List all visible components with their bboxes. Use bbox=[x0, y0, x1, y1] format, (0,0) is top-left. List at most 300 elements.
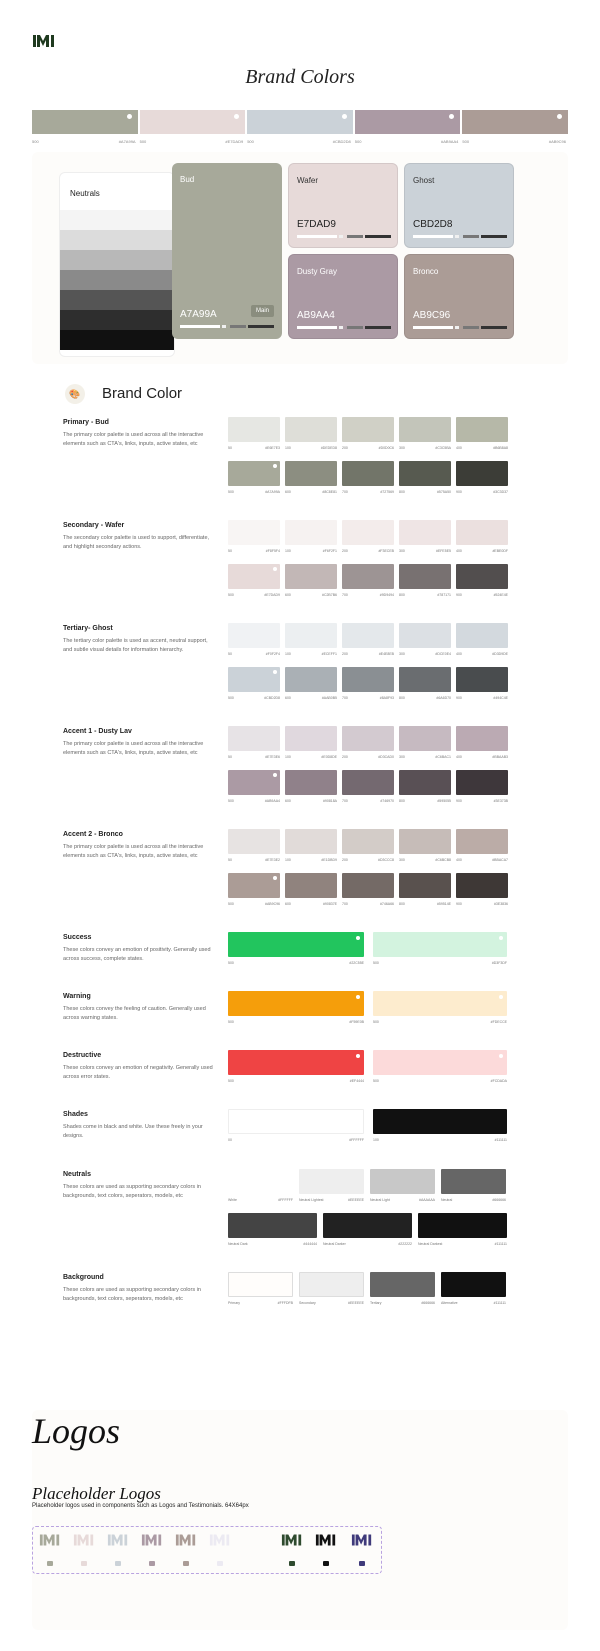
color-swatch[interactable] bbox=[342, 623, 394, 648]
color-swatch[interactable] bbox=[399, 829, 451, 854]
swatch-step: 50 bbox=[228, 652, 232, 656]
card-shade-bar bbox=[180, 325, 220, 328]
color-swatch[interactable] bbox=[456, 667, 508, 692]
swatch-label bbox=[399, 696, 451, 700]
neutral-stripe bbox=[60, 310, 175, 330]
top-swatch-label bbox=[355, 139, 461, 144]
swatch-hex: #A7A99A bbox=[118, 139, 136, 144]
placeholder-logo-icon bbox=[281, 1533, 303, 1547]
neutral-stripe bbox=[60, 250, 175, 270]
color-swatch[interactable] bbox=[228, 564, 280, 589]
swatch-label bbox=[399, 593, 451, 597]
swatch-label bbox=[441, 1301, 506, 1305]
swatch-name: Neutral Lightest bbox=[299, 1198, 324, 1202]
swatch-label bbox=[441, 1198, 506, 1202]
swatch-label bbox=[228, 1138, 364, 1142]
swatch-label bbox=[299, 1198, 364, 1202]
swatch-hex: #CBD2D8 bbox=[264, 696, 280, 700]
swatch-label bbox=[342, 799, 394, 803]
swatch-hex: #666666 bbox=[421, 1301, 435, 1305]
neutral-stripe bbox=[60, 330, 175, 350]
swatch-step: 300 bbox=[399, 755, 405, 759]
swatch-dot bbox=[127, 114, 132, 119]
color-swatch[interactable] bbox=[342, 770, 394, 795]
neutrals-desc: These colors are used as supporting secondary colors in backgrounds, text colors, seperators, models, etc bbox=[63, 1184, 201, 1199]
swatch-dot bbox=[234, 114, 239, 119]
swatch-hex: #C3C5BA bbox=[435, 446, 451, 450]
card-shade-bar bbox=[248, 325, 274, 328]
color-swatch[interactable] bbox=[456, 829, 508, 854]
swatch-label bbox=[373, 1079, 507, 1083]
swatch-dot bbox=[273, 567, 277, 571]
swatch-label bbox=[285, 696, 337, 700]
swatch-step: 600 bbox=[285, 490, 291, 494]
swatch-hex: #111111 bbox=[494, 1242, 507, 1246]
neutral-stripe bbox=[60, 230, 175, 250]
logo-color-dot bbox=[289, 1561, 295, 1566]
swatch-label bbox=[228, 446, 280, 450]
top-swatch[interactable] bbox=[247, 110, 353, 134]
color-swatch[interactable] bbox=[456, 564, 508, 589]
swatch-step: 50 bbox=[228, 858, 232, 862]
color-swatch[interactable] bbox=[399, 461, 451, 486]
swatch-step: 700 bbox=[342, 593, 348, 597]
swatch-name: Neutral Light bbox=[370, 1198, 390, 1202]
color-swatch[interactable] bbox=[399, 873, 451, 898]
color-swatch[interactable] bbox=[399, 726, 451, 751]
swatch-hex: #F6F2F1 bbox=[322, 549, 337, 553]
swatch-hex: #AB9C96 bbox=[265, 902, 280, 906]
card-shade-bar bbox=[222, 325, 226, 328]
brand-logo-icon bbox=[32, 34, 56, 48]
status-swatch[interactable] bbox=[228, 991, 364, 1016]
swatch-name: Neutral Darker bbox=[323, 1242, 346, 1246]
color-swatch[interactable] bbox=[342, 520, 394, 545]
swatch-label bbox=[228, 490, 280, 494]
card-shade-bar bbox=[455, 326, 459, 329]
color-swatch[interactable] bbox=[285, 520, 337, 545]
placeholder-logos-title: Placeholder Logos bbox=[32, 1484, 161, 1503]
neutral-swatch[interactable] bbox=[370, 1169, 435, 1194]
swatch-step: 400 bbox=[456, 755, 462, 759]
dusty-card-hex: AB9AA4 bbox=[297, 310, 335, 321]
status-desc: These colors convey an emotion of negativity. Generally used across error states. bbox=[63, 1065, 213, 1080]
color-swatch[interactable] bbox=[342, 564, 394, 589]
swatch-hex: #AB9AA4 bbox=[264, 799, 280, 803]
swatch-label bbox=[342, 593, 394, 597]
bronco-card-hex: AB9C96 bbox=[413, 310, 451, 321]
swatch-hex: #ECEFF1 bbox=[321, 652, 337, 656]
color-swatch[interactable] bbox=[399, 623, 451, 648]
swatch-dot bbox=[273, 876, 277, 880]
top-swatch[interactable] bbox=[140, 110, 246, 134]
status-swatch[interactable] bbox=[228, 932, 364, 957]
swatch-step: 600 bbox=[285, 902, 291, 906]
swatch-hex: #575A50 bbox=[436, 490, 451, 494]
swatch-hex: #90818A bbox=[322, 799, 337, 803]
ghost-card-name: Ghost bbox=[413, 176, 435, 185]
swatch-step: 600 bbox=[285, 593, 291, 597]
swatch-label bbox=[373, 961, 507, 965]
swatch-dot bbox=[342, 114, 347, 119]
palette-desc: The secondary color palette is used to support, differentiate, and highlight secondary actions. bbox=[63, 535, 210, 550]
swatch-step: 900 bbox=[456, 593, 462, 597]
status-swatch[interactable] bbox=[373, 991, 507, 1016]
color-swatch[interactable] bbox=[228, 770, 280, 795]
swatch-dot bbox=[273, 670, 277, 674]
color-swatch[interactable] bbox=[399, 667, 451, 692]
color-swatch[interactable] bbox=[228, 417, 280, 442]
swatch-hex: #3E373B bbox=[493, 799, 508, 803]
swatch-label bbox=[285, 902, 337, 906]
swatch-step: 900 bbox=[456, 696, 462, 700]
swatch-step: 200 bbox=[342, 549, 348, 553]
swatch-label bbox=[399, 549, 451, 553]
swatch-label bbox=[456, 799, 508, 803]
swatch-label bbox=[228, 1301, 293, 1305]
swatch-step: 200 bbox=[342, 652, 348, 656]
top-swatch-labels bbox=[32, 139, 568, 144]
swatch-hex: #D3F3DF bbox=[491, 961, 507, 965]
color-swatch[interactable] bbox=[285, 873, 337, 898]
color-swatch[interactable] bbox=[228, 726, 280, 751]
color-swatch[interactable] bbox=[285, 770, 337, 795]
swatch-label bbox=[342, 446, 394, 450]
swatch-hex: #BBAAB3 bbox=[492, 755, 508, 759]
swatch-hex: #AAAAAA bbox=[419, 1198, 435, 1202]
card-shade-bar bbox=[463, 235, 479, 238]
swatch-label bbox=[228, 549, 280, 553]
card-shade-bar bbox=[339, 326, 343, 329]
card-shade-bar bbox=[347, 326, 363, 329]
swatch-step: 900 bbox=[456, 799, 462, 803]
top-swatch[interactable] bbox=[355, 110, 461, 134]
swatch-step: 300 bbox=[399, 446, 405, 450]
neutral-swatch[interactable] bbox=[441, 1169, 506, 1194]
palette-title: Accent 2 - Bronco bbox=[63, 831, 123, 838]
swatch-hex: #E4E8EB bbox=[378, 652, 394, 656]
swatch-step: 800 bbox=[399, 696, 405, 700]
swatch-hex: #CBD2D8 bbox=[332, 139, 351, 144]
swatch-hex: #F8F5F4 bbox=[265, 549, 280, 553]
status-swatch[interactable] bbox=[373, 1109, 507, 1134]
swatch-label bbox=[373, 1138, 507, 1142]
swatch-hex: #3E3836 bbox=[493, 902, 508, 906]
dusty-gray-card[interactable] bbox=[288, 254, 398, 339]
swatch-label bbox=[228, 961, 364, 965]
swatch-label bbox=[228, 1198, 293, 1202]
swatch-step: 800 bbox=[399, 902, 405, 906]
bronco-card[interactable] bbox=[404, 254, 514, 339]
swatch-hex: #EEEEEE bbox=[348, 1198, 364, 1202]
swatch-step: 500 bbox=[228, 593, 234, 597]
swatch-step: 500 bbox=[228, 1020, 234, 1024]
swatch-hex: #746A66 bbox=[379, 902, 394, 906]
top-swatch[interactable] bbox=[462, 110, 568, 134]
placeholder-logo-icon bbox=[107, 1533, 129, 1547]
color-swatch[interactable] bbox=[228, 667, 280, 692]
top-swatch-label bbox=[462, 139, 568, 144]
swatch-hex: #524E4E bbox=[493, 593, 508, 597]
swatch-hex: #AAB0B5 bbox=[321, 696, 337, 700]
swatch-step: 500 bbox=[32, 139, 39, 144]
swatch-label bbox=[399, 755, 451, 759]
swatch-name: Secondary bbox=[299, 1301, 316, 1305]
swatch-label bbox=[285, 446, 337, 450]
bud-card-hex: A7A99A bbox=[180, 309, 217, 320]
swatch-label bbox=[342, 652, 394, 656]
color-swatch[interactable] bbox=[285, 461, 337, 486]
color-swatch[interactable] bbox=[285, 417, 337, 442]
swatch-step: 500 bbox=[139, 139, 147, 144]
neutral-swatch[interactable] bbox=[228, 1169, 293, 1194]
swatch-hex: #D3CAD0 bbox=[378, 755, 394, 759]
swatch-hex: #E0D8DE bbox=[321, 755, 337, 759]
color-swatch[interactable] bbox=[456, 770, 508, 795]
swatch-step: 800 bbox=[399, 799, 405, 803]
swatch-step: 500 bbox=[228, 490, 234, 494]
color-swatch[interactable] bbox=[399, 520, 451, 545]
swatch-label bbox=[323, 1242, 412, 1246]
color-swatch[interactable] bbox=[285, 667, 337, 692]
background-swatch[interactable] bbox=[299, 1272, 364, 1297]
logo-color-dot bbox=[217, 1561, 223, 1566]
top-swatch[interactable] bbox=[32, 110, 138, 134]
neutral-swatch[interactable] bbox=[299, 1169, 364, 1194]
color-swatch[interactable] bbox=[456, 417, 508, 442]
swatch-label bbox=[399, 902, 451, 906]
logo-color-dot bbox=[183, 1561, 189, 1566]
bud-card[interactable] bbox=[172, 163, 282, 339]
swatch-hex: #C6BAC1 bbox=[435, 755, 451, 759]
placeholder-logos-desc: Placeholder logos used in components such as Logos and Testimonials. 64X64px bbox=[32, 1503, 249, 1509]
swatch-name: Neutral Dark bbox=[228, 1242, 248, 1246]
swatch-step: 50 bbox=[228, 549, 232, 553]
color-swatch[interactable] bbox=[285, 829, 337, 854]
swatch-hex: #6A6D70 bbox=[436, 696, 451, 700]
swatch-hex: #F0F2F4 bbox=[265, 652, 280, 656]
color-swatch[interactable] bbox=[285, 726, 337, 751]
swatch-step: 400 bbox=[456, 652, 462, 656]
swatch-hex: #C2B7B6 bbox=[322, 593, 337, 597]
card-shade-bar bbox=[230, 325, 246, 328]
swatch-label bbox=[342, 902, 394, 906]
swatch-hex: #595055 bbox=[437, 799, 451, 803]
swatch-label bbox=[370, 1301, 435, 1305]
swatch-step: 100 bbox=[285, 652, 291, 656]
swatch-dot bbox=[499, 936, 503, 940]
neutral-swatch[interactable] bbox=[418, 1213, 507, 1238]
swatch-label bbox=[456, 858, 508, 862]
swatch-step: 500 bbox=[228, 961, 234, 965]
background-swatch[interactable] bbox=[441, 1272, 506, 1297]
swatch-label bbox=[399, 799, 451, 803]
swatch-step: 700 bbox=[342, 490, 348, 494]
color-swatch[interactable] bbox=[456, 873, 508, 898]
swatch-label bbox=[399, 652, 451, 656]
swatch-hex: #FCDADA bbox=[490, 1079, 507, 1083]
dusty-card-name: Dusty Gray bbox=[297, 267, 338, 276]
swatch-hex: #111111 bbox=[494, 1138, 507, 1142]
color-swatch[interactable] bbox=[342, 461, 394, 486]
swatch-label bbox=[285, 593, 337, 597]
swatch-label bbox=[456, 593, 508, 597]
wafer-card[interactable] bbox=[288, 163, 398, 248]
swatch-step: 500 bbox=[373, 1020, 379, 1024]
swatch-hex: #494C4E bbox=[493, 696, 508, 700]
swatch-hex: #F59E0B bbox=[349, 1020, 364, 1024]
background-swatch[interactable] bbox=[228, 1272, 293, 1297]
color-swatch[interactable] bbox=[228, 829, 280, 854]
color-swatch[interactable] bbox=[342, 873, 394, 898]
swatch-label bbox=[228, 858, 280, 862]
swatch-name: Neutral Darkest bbox=[418, 1242, 443, 1246]
swatch-label bbox=[456, 549, 508, 553]
neutrals-card bbox=[59, 172, 175, 357]
color-swatch[interactable] bbox=[342, 667, 394, 692]
status-swatch[interactable] bbox=[373, 932, 507, 957]
color-swatch[interactable] bbox=[342, 829, 394, 854]
swatch-hex: #EFE5E5 bbox=[436, 549, 451, 553]
card-shade-bar bbox=[365, 326, 391, 329]
ghost-card[interactable] bbox=[404, 163, 514, 248]
logo-color-dot bbox=[149, 1561, 155, 1566]
swatch-hex: #EF4444 bbox=[349, 1079, 364, 1083]
swatch-step: 200 bbox=[342, 755, 348, 759]
placeholder-logo-icon bbox=[175, 1533, 197, 1547]
placeholder-logo-icon bbox=[73, 1533, 95, 1547]
swatch-label bbox=[285, 799, 337, 803]
swatch-hex: #727569 bbox=[380, 490, 394, 494]
color-swatch[interactable] bbox=[285, 623, 337, 648]
swatch-label bbox=[285, 549, 337, 553]
swatch-label bbox=[370, 1198, 435, 1202]
swatch-step: 300 bbox=[399, 652, 405, 656]
swatch-label bbox=[342, 858, 394, 862]
color-swatch[interactable] bbox=[399, 564, 451, 589]
color-swatch[interactable] bbox=[342, 417, 394, 442]
swatch-hex: #AB9C96 bbox=[548, 139, 566, 144]
status-title: Shades bbox=[63, 1111, 88, 1118]
color-swatch[interactable] bbox=[228, 873, 280, 898]
swatch-step: 50 bbox=[228, 755, 232, 759]
status-swatch[interactable] bbox=[228, 1109, 364, 1134]
swatch-hex: #222222 bbox=[398, 1242, 412, 1246]
status-desc: Shades come in black and white. Use these freely in your designs. bbox=[63, 1124, 203, 1139]
swatch-step: 400 bbox=[456, 446, 462, 450]
status-desc: These colors convey the feeling of caution. Generally used across warning states. bbox=[63, 1006, 206, 1021]
swatch-hex: #A7A99A bbox=[265, 490, 280, 494]
background-desc: These colors are used as supporting secondary colors in backgrounds, text colors, seperators, models, etc bbox=[63, 1287, 201, 1302]
swatch-hex: #FFFFFF bbox=[349, 1138, 364, 1142]
color-swatch[interactable] bbox=[228, 623, 280, 648]
placeholder-logo-icon bbox=[315, 1533, 337, 1547]
swatch-dot bbox=[499, 995, 503, 999]
status-swatch[interactable] bbox=[228, 1050, 364, 1075]
swatch-hex: #FFFDFB bbox=[277, 1301, 293, 1305]
neutral-stripe bbox=[60, 290, 175, 310]
swatch-hex: #BBACA7 bbox=[492, 858, 508, 862]
swatch-hex: #EEEEEE bbox=[348, 1301, 364, 1305]
page-title: Brand Colors bbox=[245, 66, 355, 88]
swatch-hex: #E7E3E2 bbox=[265, 858, 280, 862]
swatch-label bbox=[228, 1079, 364, 1083]
top-swatch-label bbox=[247, 139, 353, 144]
swatch-step: 600 bbox=[285, 799, 291, 803]
swatch-dot bbox=[356, 995, 360, 999]
color-swatch[interactable] bbox=[456, 623, 508, 648]
placeholder-logo-icon bbox=[209, 1533, 231, 1547]
swatch-dot bbox=[273, 464, 277, 468]
card-shade-bar bbox=[455, 235, 459, 238]
swatch-dot bbox=[273, 773, 277, 777]
neutral-swatch[interactable] bbox=[323, 1213, 412, 1238]
swatch-step: 100 bbox=[285, 549, 291, 553]
neutral-swatch[interactable] bbox=[228, 1213, 317, 1238]
top-swatch-label bbox=[140, 139, 246, 144]
swatch-label bbox=[399, 858, 451, 862]
swatch-hex: #8C8E81 bbox=[322, 490, 337, 494]
swatch-label bbox=[285, 858, 337, 862]
swatch-hex: #E1DBD9 bbox=[321, 858, 337, 862]
brand-color-title: Brand Color bbox=[102, 385, 183, 402]
palette-title: Accent 1 - Dusty Lav bbox=[63, 728, 132, 735]
swatch-step: 500 bbox=[354, 139, 362, 144]
swatch-hex: #D3CCC8 bbox=[378, 858, 394, 862]
palette-title: Secondary - Wafer bbox=[63, 522, 125, 529]
swatch-step: 700 bbox=[342, 696, 348, 700]
color-swatch[interactable] bbox=[228, 520, 280, 545]
color-swatch[interactable] bbox=[228, 461, 280, 486]
swatch-step: 100 bbox=[285, 858, 291, 862]
swatch-step: 200 bbox=[342, 858, 348, 862]
swatch-hex: #22C55E bbox=[349, 961, 364, 965]
swatch-hex: #3C3D37 bbox=[493, 490, 508, 494]
color-swatch[interactable] bbox=[456, 520, 508, 545]
color-swatch[interactable] bbox=[399, 417, 451, 442]
palette-desc: The primary color palette is used across all the interactive elements such as CTA's, links, inputs, active states, etc bbox=[63, 432, 204, 447]
background-swatch[interactable] bbox=[370, 1272, 435, 1297]
swatch-hex: #EBE0DF bbox=[492, 549, 508, 553]
color-swatch[interactable] bbox=[456, 726, 508, 751]
wafer-card-hex: E7DAD9 bbox=[297, 219, 336, 230]
swatch-step: 200 bbox=[342, 446, 348, 450]
swatch-hex: #8A8F93 bbox=[379, 696, 394, 700]
swatch-step: 500 bbox=[228, 696, 234, 700]
swatch-hex: #D0D0C6 bbox=[378, 446, 394, 450]
logo-color-dot bbox=[47, 1561, 53, 1566]
neutrals-card-title: Neutrals bbox=[70, 189, 100, 198]
color-swatch[interactable] bbox=[456, 461, 508, 486]
swatch-label bbox=[228, 755, 280, 759]
logo-color-dot bbox=[81, 1561, 87, 1566]
swatch-label bbox=[399, 490, 451, 494]
color-swatch[interactable] bbox=[342, 726, 394, 751]
swatch-hex: #444444 bbox=[303, 1242, 317, 1246]
swatch-hex: #111111 bbox=[493, 1301, 506, 1305]
swatch-hex: #9D9494 bbox=[379, 593, 394, 597]
swatch-label bbox=[285, 755, 337, 759]
swatch-label bbox=[228, 696, 280, 700]
status-swatch[interactable] bbox=[373, 1050, 507, 1075]
swatch-label bbox=[285, 490, 337, 494]
color-swatch[interactable] bbox=[285, 564, 337, 589]
status-title: Warning bbox=[63, 993, 91, 1000]
swatch-label bbox=[342, 490, 394, 494]
swatch-label bbox=[228, 1242, 317, 1246]
color-swatch[interactable] bbox=[399, 770, 451, 795]
swatch-step: 800 bbox=[399, 490, 405, 494]
